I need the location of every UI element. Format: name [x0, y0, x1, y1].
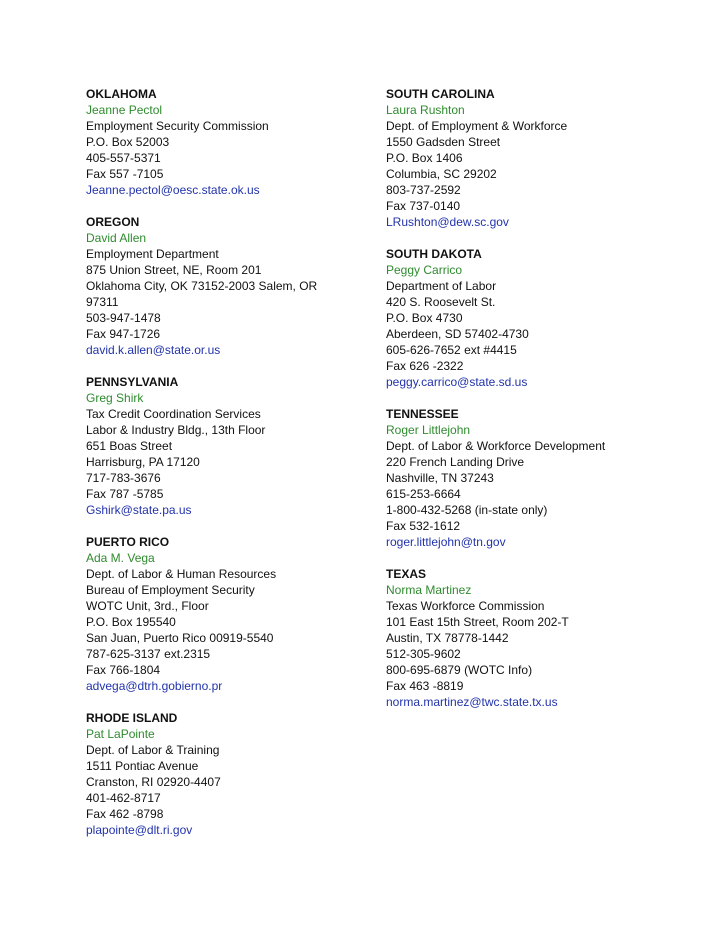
contact-name: Peggy Carrico: [386, 263, 463, 277]
address-line: 787-625-3137 ext.2315: [86, 647, 211, 661]
contact-name: David Allen: [86, 231, 147, 245]
address-line: Harrisburg, PA 17120: [86, 455, 200, 469]
address-line: 405-557-5371: [86, 151, 161, 165]
address-line: Dept. of Employment & Workforce: [386, 119, 568, 133]
contact-entry-oregon: [86, 214, 376, 358]
address-line: Nashville, TN 37243: [386, 471, 494, 485]
state-heading: OREGON: [86, 215, 140, 229]
address-line: P.O. Box 52003: [86, 135, 170, 149]
contact-entry-pennsylvania: [86, 374, 376, 518]
state-heading: SOUTH DAKOTA: [386, 247, 482, 261]
address-line: Dept. of Labor & Workforce Development: [386, 439, 606, 453]
address-line: 615-253-6664: [386, 487, 461, 501]
contact-name: Laura Rushton: [386, 103, 465, 117]
contact-entry-puerto-rico: [86, 534, 376, 694]
email-link[interactable]: plapointe@dlt.ri.gov: [86, 823, 193, 837]
contact-name: Norma Martinez: [386, 583, 472, 597]
email-link[interactable]: Jeanne.pectol@oesc.state.ok.us: [86, 183, 260, 197]
address-line: 651 Boas Street: [86, 439, 173, 453]
email-link[interactable]: roger.littlejohn@tn.gov: [386, 535, 506, 549]
address-line: Fax 463 -8819: [386, 679, 464, 693]
address-line: Fax 766-1804: [86, 663, 161, 677]
address-line: Department of Labor: [386, 279, 497, 293]
address-line: P.O. Box 1406: [386, 151, 463, 165]
address-line: 1511 Pontiac Avenue: [86, 759, 199, 773]
state-heading: OKLAHOMA: [86, 87, 157, 101]
address-line: 101 East 15th Street, Room 202-T: [386, 615, 569, 629]
address-line: Tax Credit Coordination Services: [86, 407, 261, 421]
state-heading: TEXAS: [386, 567, 427, 581]
address-line: Austin, TX 78778-1442: [386, 631, 509, 645]
state-heading: SOUTH CAROLINA: [386, 87, 495, 101]
address-line: Oklahoma City, OK 73152-2003 Salem, OR: [86, 279, 318, 293]
contact-name: Pat LaPointe: [86, 727, 155, 741]
address-line: 420 S. Roosevelt St.: [386, 295, 496, 309]
address-line: 220 French Landing Drive: [386, 455, 525, 469]
address-line: 512-305-9602: [386, 647, 461, 661]
address-line: 875 Union Street, NE, Room 201: [86, 263, 262, 277]
address-line: 1550 Gadsden Street: [386, 135, 501, 149]
address-line: Employment Department: [86, 247, 219, 261]
email-link[interactable]: peggy.carrico@state.sd.us: [386, 375, 528, 389]
address-line: Dept. of Labor & Training: [86, 743, 220, 757]
address-line: Texas Workforce Commission: [386, 599, 545, 613]
address-line: Cranston, RI 02920-4407: [86, 775, 221, 789]
address-line: 800-695-6879 (WOTC Info): [386, 663, 533, 677]
address-line: 97311: [86, 295, 119, 309]
contact-name: Jeanne Pectol: [86, 103, 163, 117]
address-line: Fax 462 -8798: [86, 807, 164, 821]
email-link[interactable]: norma.martinez@twc.state.tx.us: [386, 695, 558, 709]
address-line: WOTC Unit, 3rd., Floor: [86, 599, 209, 613]
address-line: 401-462-8717: [86, 791, 161, 805]
contact-name: Greg Shirk: [86, 391, 144, 405]
contact-entry-south-carolina: [386, 86, 646, 230]
contact-name: Ada M. Vega: [86, 551, 155, 565]
contact-entry-oklahoma: [86, 86, 376, 198]
email-link[interactable]: LRushton@dew.sc.gov: [386, 215, 509, 229]
address-line: Columbia, SC 29202: [386, 167, 497, 181]
address-line: Fax 947-1726: [86, 327, 161, 341]
address-line: 1-800-432-5268 (in-state only): [386, 503, 548, 517]
address-line: 503-947-1478: [86, 311, 161, 325]
address-line: Fax 532-1612: [386, 519, 461, 533]
contact-entry-texas: [386, 566, 646, 710]
address-line: Fax 737-0140: [386, 199, 461, 213]
address-line: San Juan, Puerto Rico 00919-5540: [86, 631, 274, 645]
state-heading: RHODE ISLAND: [86, 711, 178, 725]
address-line: Fax 557 -7105: [86, 167, 164, 181]
left-column: [86, 86, 376, 854]
address-line: Fax 626 -2322: [386, 359, 464, 373]
contact-name: Roger Littlejohn: [386, 423, 471, 437]
contact-entry-rhode-island: [86, 710, 376, 838]
address-line: 717-783-3676: [86, 471, 161, 485]
contact-entry-tennessee: [386, 406, 646, 550]
address-line: P.O. Box 195540: [86, 615, 176, 629]
contact-entry-south-dakota: [386, 246, 646, 390]
email-link[interactable]: advega@dtrh.gobierno.pr: [86, 679, 223, 693]
address-line: Employment Security Commission: [86, 119, 269, 133]
state-heading: PUERTO RICO: [86, 535, 170, 549]
address-line: Labor & Industry Bldg., 13th Floor: [86, 423, 266, 437]
address-line: Fax 787 -5785: [86, 487, 164, 501]
address-line: Aberdeen, SD 57402-4730: [386, 327, 529, 341]
state-heading: PENNSYLVANIA: [86, 375, 179, 389]
address-line: Dept. of Labor & Human Resources: [86, 567, 277, 581]
email-link[interactable]: Gshirk@state.pa.us: [86, 503, 192, 517]
address-line: 605-626-7652 ext #4415: [386, 343, 517, 357]
right-column: [386, 86, 646, 726]
address-line: Bureau of Employment Security: [86, 583, 255, 597]
state-heading: TENNESSEE: [386, 407, 459, 421]
email-link[interactable]: david.k.allen@state.or.us: [86, 343, 221, 357]
address-line: P.O. Box 4730: [386, 311, 463, 325]
address-line: 803-737-2592: [386, 183, 461, 197]
